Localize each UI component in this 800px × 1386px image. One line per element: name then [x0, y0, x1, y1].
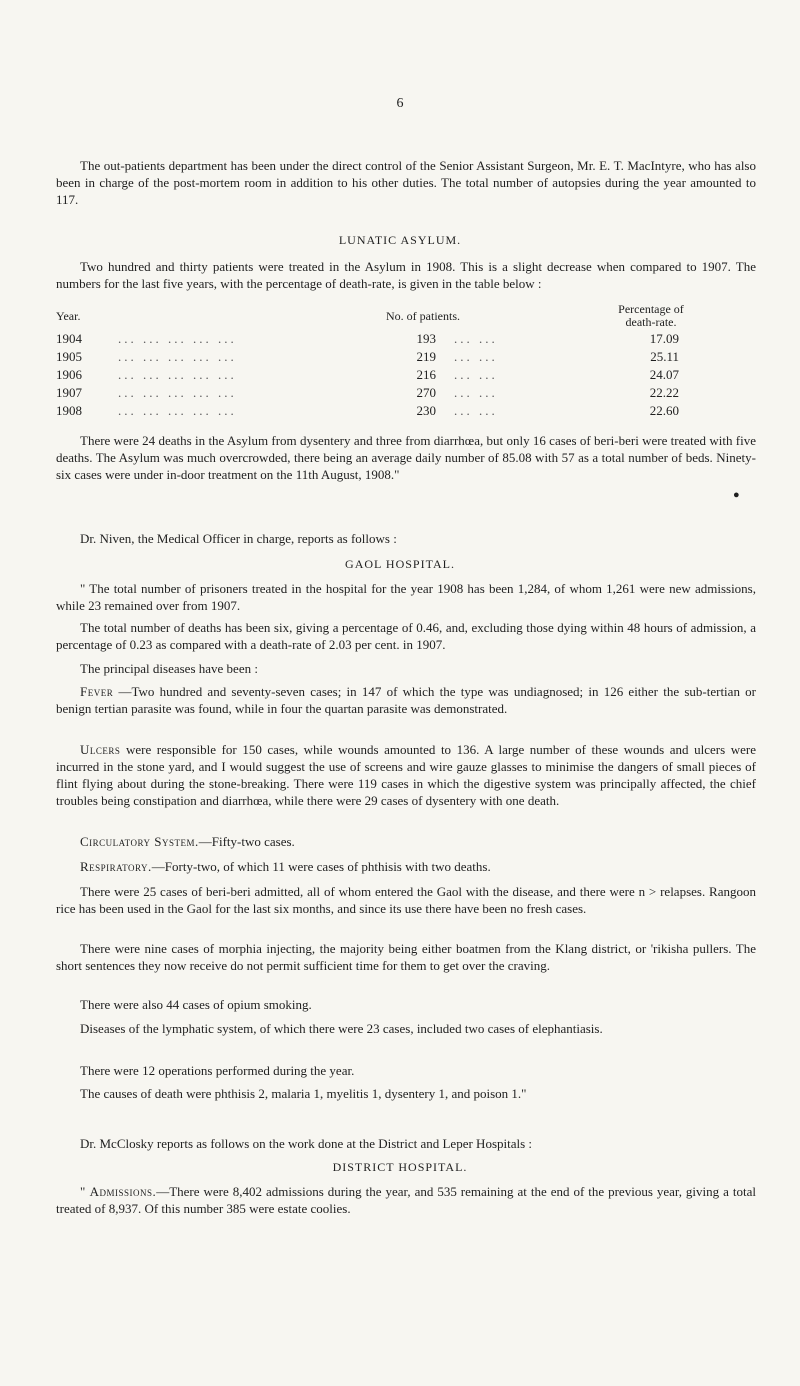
- year-cell: 1908: [56, 403, 82, 418]
- patients-cell: 230: [416, 403, 436, 418]
- beri-beri-paragraph: There were 25 cases of beri-beri admitted, all of whom entered the Gaol with the disease, and there were n > relapses. Rangoon rice has been used in the Gaol for the last six months, and since its use there have been no fresh cases.: [56, 884, 756, 916]
- patients-cell: 193: [416, 331, 436, 346]
- respiratory-text: —Forty-two, of which 11 were cases of phthisis with two deaths.: [151, 859, 491, 874]
- gaol-hospital-heading: GAOL HOSPITAL.: [345, 557, 455, 571]
- patients-cell: 219: [416, 349, 436, 364]
- leader-dots: ... ... ... ... ...: [118, 385, 237, 400]
- col-percentage-header: [596, 303, 706, 329]
- leader-dots: ... ... ... ... ...: [118, 349, 237, 364]
- circulatory-label: Circulatory System.: [80, 834, 199, 849]
- col-year-header: Year.: [56, 309, 81, 323]
- leader-dots: ... ... ... ... ...: [118, 403, 237, 418]
- margin-mark: ●: [733, 489, 740, 501]
- asylum-table: [56, 302, 756, 418]
- col-percentage-line1: Percentage of: [618, 302, 684, 316]
- patients-cell: 270: [416, 385, 436, 400]
- table-row: [56, 349, 756, 366]
- gaol-paragraph-3: The principal diseases have been :: [80, 661, 258, 676]
- year-cell: 1906: [56, 367, 82, 382]
- percentage-cell: 22.60: [649, 403, 679, 418]
- fever-paragraph: [56, 683, 756, 717]
- leader-dots: ... ... ... ... ...: [118, 331, 237, 346]
- mcclosky-report-line: Dr. McClosky reports as follows on the work done at the District and Leper Hospitals :: [80, 1136, 533, 1151]
- col-percentage-line2: death-rate.: [625, 315, 677, 329]
- niven-report-line: Dr. Niven, the Medical Officer in charge, reports as follows :: [80, 531, 397, 546]
- admissions-text: —There were 8,402 admissions during the year, and 535 remaining at the end of the previous year, giving a total treated of 8,937. Of this number 385 were estate coolies.: [56, 1184, 756, 1216]
- percentage-cell: 25.11: [650, 349, 679, 364]
- fever-text: —Two hundred and seventy-seven cases; in 147 of which the type was undiagnosed; in 126 either the sub-tertian or benign tertian parasite was found, while in four the quartan parasite was demonstrated.: [56, 684, 756, 716]
- causes-paragraph: The causes of death were phthisis 2, malaria 1, myelitis 1, dysentery 1, and poison 1.": [80, 1086, 527, 1101]
- respiratory-label: Respiratory.: [80, 859, 152, 874]
- circulatory-text: —Fifty-two cases.: [198, 834, 295, 849]
- lymphatic-paragraph: Diseases of the lymphatic system, of which there were 23 cases, included two cases of elephantiasis.: [80, 1021, 603, 1036]
- ulcers-label: Ulcers: [80, 742, 121, 757]
- ulcers-text: were responsible for 150 cases, while wounds amounted to 136. A large number of these wounds and ulcers were incurred in the stone yard, and I would suggest the use of screens and wire gauze glasses to minimise the dangers of small pieces of flint flying about during the stone-breaking. There were 119 cases in which the digestive system was principally affected, the chief troubles being constipation and diarrhœa, while there were 29 cases of dysentery with one death.: [56, 742, 756, 808]
- percentage-cell: 17.09: [649, 331, 679, 346]
- leader-dots: ... ...: [454, 331, 498, 346]
- percentage-cell: 22.22: [649, 385, 679, 400]
- leader-dots: ... ... ... ... ...: [118, 367, 237, 382]
- table-row: [56, 403, 756, 420]
- gaol-paragraph-2: The total number of deaths has been six, giving a percentage of 0.46, and, excluding those dying within 48 hours of admission, a percentage of 0.23 as compared with a death-rate of 2.03 per cent. in 1907.: [56, 620, 756, 652]
- leader-dots: ... ...: [454, 349, 498, 364]
- table-row: [56, 331, 756, 348]
- fever-label: Fever: [80, 684, 114, 699]
- operations-paragraph: There were 12 operations performed during the year.: [80, 1063, 355, 1078]
- col-patients-header: No. of patients.: [386, 309, 460, 323]
- asylum-intro-paragraph: Two hundred and thirty patients were treated in the Asylum in 1908. This is a slight decrease when compared to 1907. The numbers for the last five years, with the percentage of death-rate, is given in the table below :: [56, 259, 756, 291]
- year-cell: 1907: [56, 385, 82, 400]
- intro-paragraph: The out-patients department has been under the direct control of the Senior Assistant Surgeon, Mr. E. T. MacIntyre, who has also been in charge of the post-mortem room in addition to his other duties. The total number of autopsies during the year amounted to 117.: [56, 158, 756, 207]
- asylum-after-paragraph: There were 24 deaths in the Asylum from dysentery and three from diarrhœa, but only 16 cases of beri-beri were treated with five deaths. The Asylum was much overcrowded, there being an average daily number of 85.08 with 57 as a total number of beds. Ninety-six cases were under in-door treatment on the 11th August, 1908.": [56, 433, 756, 482]
- lunatic-asylum-heading: LUNATIC ASYLUM.: [338, 233, 462, 247]
- respiratory-paragraph: [56, 858, 756, 875]
- circulatory-paragraph: [56, 833, 756, 850]
- ulcers-paragraph: [56, 741, 756, 809]
- leader-dots: ... ...: [454, 367, 498, 382]
- gaol-paragraph-1: " The total number of prisoners treated in the hospital for the year 1908 has been 1,284, of whom 1,261 were new admissions, while 23 remained over from 1907.: [56, 581, 756, 613]
- opium-paragraph: There were also 44 cases of opium smoking.: [80, 997, 312, 1012]
- year-cell: 1904: [56, 331, 82, 346]
- page-number: 6: [396, 96, 404, 111]
- patients-cell: 216: [416, 367, 436, 382]
- admissions-label: " Admissions.: [80, 1184, 157, 1199]
- year-cell: 1905: [56, 349, 82, 364]
- district-hospital-heading: DISTRICT HOSPITAL.: [332, 1160, 468, 1174]
- table-row: [56, 385, 756, 402]
- morphia-paragraph: There were nine cases of morphia injecting, the majority being either boatmen from the Klang district, or 'rikisha pullers. The short sentences they now receive do not permit sufficient time for them to get over the craving.: [56, 941, 756, 973]
- district-admissions-paragraph: [56, 1183, 756, 1217]
- leader-dots: ... ...: [454, 403, 498, 418]
- table-row: [56, 367, 756, 384]
- percentage-cell: 24.07: [649, 367, 679, 382]
- leader-dots: ... ...: [454, 385, 498, 400]
